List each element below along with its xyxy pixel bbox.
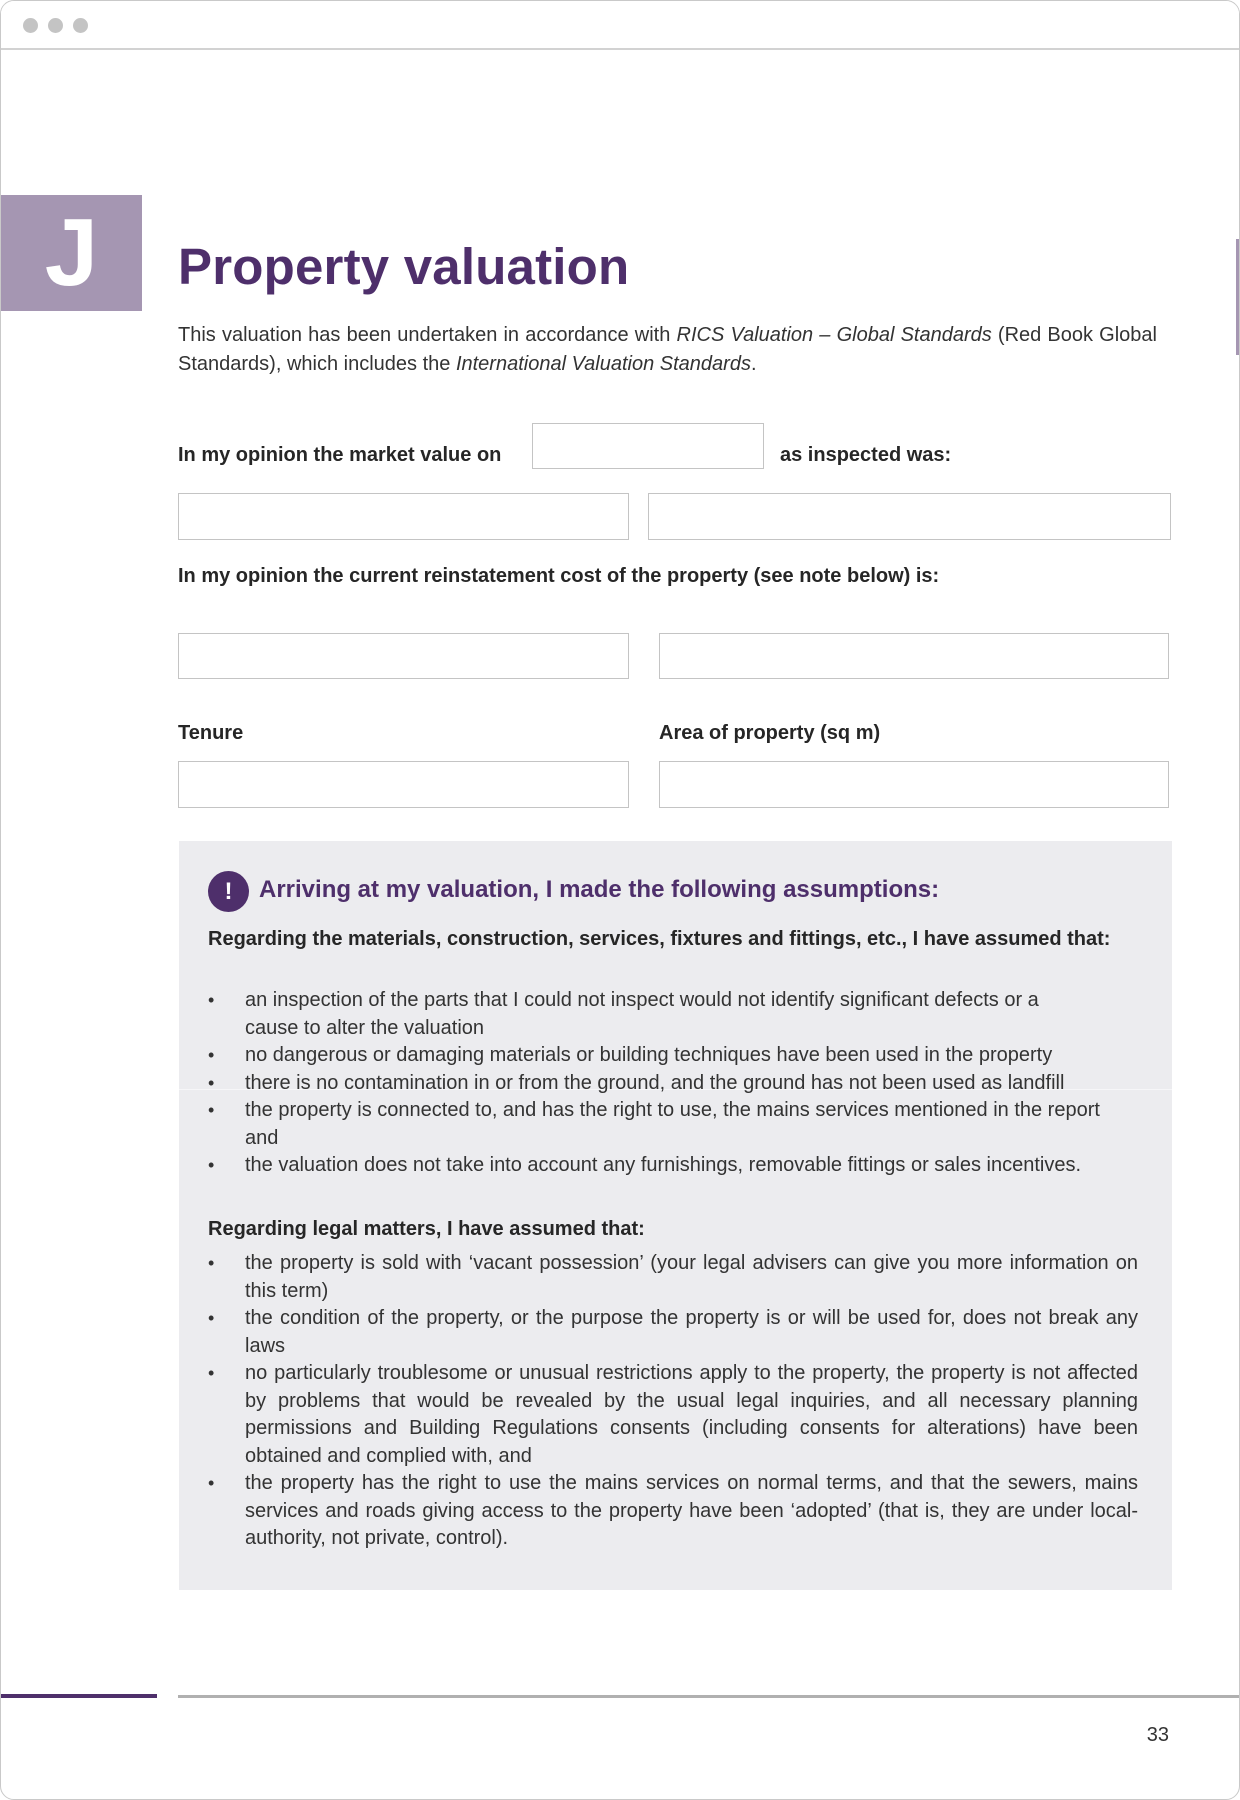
as-inspected-label: as inspected was:: [780, 444, 952, 466]
page-edge-marker: [1236, 239, 1239, 355]
legal-heading: Regarding legal matters, I have assumed that:: [208, 1218, 645, 1240]
valuation-date-field[interactable]: [532, 423, 764, 469]
footer-rule: [178, 1695, 1239, 1698]
page-number: 33: [1146, 1724, 1169, 1746]
assumptions-title: Arriving at my valuation, I made the following assumptions:: [259, 876, 940, 903]
materials-list: [208, 987, 1138, 1180]
window-titlebar: [1, 1, 1239, 50]
list-item: • the property has the right to use the mains services on normal terms, and that the sewers, mains services and roads giving access to the property have been ‘adopted’ (that is, they are under local-authority, not private, control).: [208, 1470, 1138, 1553]
market-value-amount-field[interactable]: [178, 493, 629, 540]
list-item: • the valuation does not take into account any furnishings, removable fittings or sales incentives.: [208, 1152, 1138, 1180]
intro-paragraph: This valuation has been undertaken in accordance with RICS Valuation – Global Standards (Red Book Global Standards), which includes the International Valuation Standards.: [178, 324, 1157, 375]
window-control-dot[interactable]: [23, 18, 38, 33]
area-field[interactable]: [659, 761, 1169, 808]
legal-list: [208, 1250, 1138, 1553]
list-item: • the property is connected to, and has the right to use, the mains services mentioned in the report and: [208, 1097, 1138, 1152]
exclamation-icon: !: [208, 871, 249, 912]
reinstatement-label: In my opinion the current reinstatement cost of the property (see note below) is:: [178, 565, 940, 587]
footer-accent-bar: [1, 1694, 157, 1698]
list-item: • the property is sold with ‘vacant possession’ (your legal advisers can give you more information on this term): [208, 1250, 1138, 1305]
area-label: Area of property (sq m): [659, 722, 881, 744]
list-item: • no dangerous or damaging materials or building techniques have been used in the property: [208, 1042, 1138, 1070]
window-control-dot[interactable]: [48, 18, 63, 33]
list-item: • an inspection of the parts that I could not inspect would not identify significant defects or a cause to alter the valuation: [208, 987, 1138, 1042]
assumptions-panel: [179, 841, 1172, 1590]
section-letter-tab: J: [1, 195, 142, 311]
reinstatement-words-field[interactable]: [659, 633, 1169, 679]
window-control-dot[interactable]: [73, 18, 88, 33]
list-item: • there is no contamination in or from the ground, and the ground has not been used as landfill: [208, 1070, 1138, 1098]
list-item: • no particularly troublesome or unusual restrictions apply to the property, the property is not affected by problems that would be revealed by the usual legal inquiries, and all necessary planning permissions and Building Regulations consents (including consents for alterations) have been obtained and complied with, and: [208, 1360, 1138, 1470]
market-value-label: In my opinion the market value on: [178, 444, 502, 466]
tenure-label: Tenure: [178, 722, 244, 744]
market-value-words-field[interactable]: [648, 493, 1171, 540]
page-title: Property valuation: [178, 238, 630, 295]
materials-heading: Regarding the materials, construction, services, fixtures and fittings, etc., I have assumed that:: [208, 928, 1111, 950]
tenure-field[interactable]: [178, 761, 629, 808]
reinstatement-amount-field[interactable]: [178, 633, 629, 679]
list-item: • the condition of the property, or the purpose the property is or will be used for, does not break any laws: [208, 1305, 1138, 1360]
